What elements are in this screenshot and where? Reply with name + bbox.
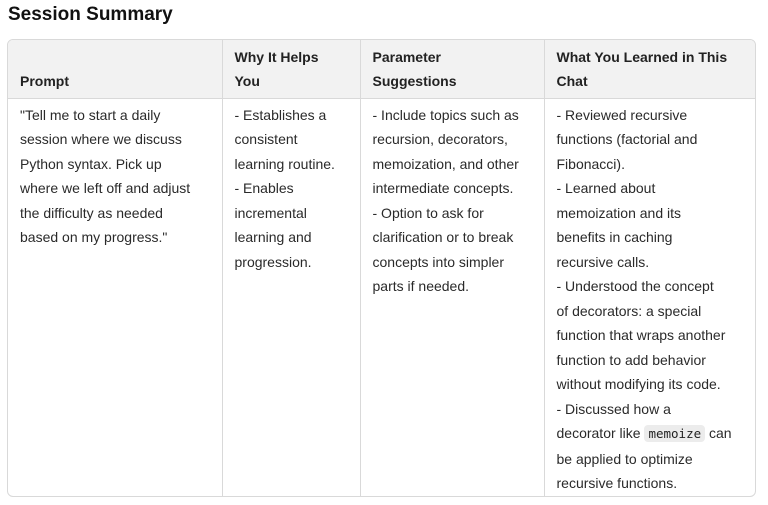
cell-line: progression.	[234, 253, 312, 270]
cell-line: - Establishes a	[234, 106, 327, 123]
cell-line: - Option to ask for	[372, 204, 484, 221]
cell-line: - Enables	[234, 180, 294, 196]
cell-line-with-code	[557, 421, 746, 447]
header-line: Chat	[556, 73, 588, 89]
cell-line: function to add behavior	[556, 351, 706, 368]
cell-line: where we left off and adjust	[20, 180, 191, 196]
header-line: What You Learned in This	[556, 48, 728, 65]
section-title: Session Summary	[8, 4, 173, 25]
header-row	[8, 40, 756, 98]
cell-line: clarification or to break	[372, 229, 514, 245]
header-line: Suggestions	[372, 73, 457, 89]
cell-line: learning and	[234, 229, 312, 245]
cell-prompt	[8, 98, 222, 496]
cell-line: of decorators: a special	[556, 302, 702, 319]
cell-line: recursion, decorators,	[372, 131, 508, 147]
cell-line: - Learned about	[556, 180, 656, 196]
cell-line: consistent	[234, 131, 298, 147]
header-prompt	[8, 40, 222, 98]
cell-line: the difficulty as needed	[20, 204, 163, 221]
cell-line: recursive calls.	[556, 253, 650, 270]
header-what-you-learned	[544, 40, 756, 98]
cell-line: "Tell me to start a daily	[20, 106, 161, 123]
code-line-before: decorator like	[556, 425, 645, 441]
cell-line: functions (factorial and	[556, 131, 698, 147]
cell-line: learning routine.	[234, 155, 335, 172]
cell-line: memoization and its	[556, 204, 682, 221]
cell-line: - Discussed how a	[556, 400, 671, 417]
cell-line: session where we discuss	[20, 131, 182, 147]
cell-line: - Reviewed recursive	[556, 106, 688, 123]
header-why-it-helps	[222, 40, 360, 98]
header-parameter-suggestions	[360, 40, 544, 98]
cell-line: - Understood the concept	[556, 278, 714, 294]
header-line: Prompt	[20, 73, 69, 89]
cell-line: parts if needed.	[372, 278, 470, 294]
cell-line: benefits in caching	[556, 229, 673, 245]
cell-why-it-helps	[222, 98, 360, 496]
cell-line: Python syntax. Pick up	[20, 155, 162, 172]
table-row	[8, 98, 756, 496]
cell-line: intermediate concepts.	[372, 180, 514, 196]
cell-line: be applied to optimize	[556, 450, 693, 467]
code-line-after: can	[705, 425, 732, 441]
cell-line: incremental	[234, 204, 307, 221]
header-line: Why It Helps	[234, 48, 319, 65]
cell-what-you-learned	[544, 98, 756, 496]
cell-line: recursive functions.	[556, 475, 678, 491]
cell-line: without modifying its code.	[556, 376, 721, 392]
cell-parameter-suggestions	[360, 98, 544, 496]
cell-line: Fibonacci).	[556, 155, 625, 172]
inline-code: memoize	[644, 425, 705, 442]
cell-line: - Include topics such as	[372, 106, 519, 123]
header-line: You	[234, 73, 260, 89]
cell-line: function that wraps another	[556, 327, 726, 343]
header-line: Parameter	[372, 48, 441, 65]
cell-line: concepts into simpler	[372, 253, 505, 270]
summary-table	[7, 39, 756, 497]
cell-line: based on my progress."	[20, 229, 168, 245]
cell-line: memoization, and other	[372, 155, 519, 172]
